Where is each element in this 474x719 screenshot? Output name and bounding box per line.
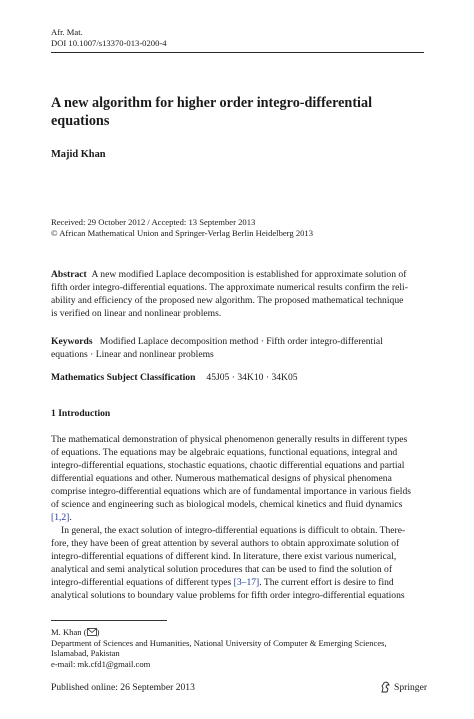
author-footnote: M. Khan ( ) Department of Sciences and Humanities, National University of Computer & Emerging Sciences, Islamabad, Pakistan e-mail: mk.cfd1@gmail.com xyxy=(51,627,387,669)
abstract-line: ability and efficiency of the proposed new algorithm. The proposed mathematical technique xyxy=(51,295,404,306)
abstract xyxy=(51,268,424,320)
body-line: integro-differential equations, stochastic equations, chaotic differential equations and partial xyxy=(51,460,405,471)
received-dates: Received: 29 October 2012 / Accepted: 13 September 2013 xyxy=(51,217,256,227)
section-heading: 1 Introduction xyxy=(51,408,111,419)
title-line: A new algorithm for higher order integro-differential xyxy=(51,95,373,111)
springer-horse-icon xyxy=(380,681,391,693)
keywords-label: Keywords xyxy=(51,336,93,347)
abstract-label: Abstract xyxy=(51,269,87,280)
body-line: differential equations and other. Numerous mathematical designs of physical phenomena xyxy=(51,473,392,484)
citation-link[interactable]: [1,2] xyxy=(51,512,70,523)
affiliation-line: Islamabad, Pakistan xyxy=(51,648,120,659)
body-line: comprise integro-differential equations which are of fundamental importance in various fields xyxy=(51,486,411,497)
keywords-line: Modified Laplace decomposition method · Fifth order integro-differential xyxy=(99,336,383,347)
publisher-name: Springer xyxy=(394,681,428,693)
email-line: e-mail: mk.cfd1@gmail.com xyxy=(51,658,151,669)
copyright-line: © African Mathematical Union and Springer-Verlag Berlin Heidelberg 2013 xyxy=(51,228,314,238)
msc-codes: 45J05 · 34K10 · 34K05 xyxy=(206,372,298,383)
msc-label: Mathematics Subject Classification xyxy=(51,372,196,383)
body-line: analytical solutions to boundary value problems for fifth order integro-differential equations xyxy=(51,590,405,601)
keywords-line: equations · Linear and nonlinear problems xyxy=(51,349,214,360)
title-line: equations xyxy=(51,113,110,129)
springer-logo xyxy=(380,681,427,693)
body-line: analytical and semi analytical solution procedures that can be used to find the solution of xyxy=(51,564,393,575)
body-line: integro-differential equations of different kind. In literature, there exist various numerical, xyxy=(51,551,397,562)
keywords xyxy=(51,335,424,361)
body-line: of equations. The equations may be algebraic equations, functional equations, integral and xyxy=(51,447,398,458)
citation-link[interactable]: [3–17] xyxy=(233,577,260,588)
affiliation-line: Department of Sciences and Humanities, National University of Computer & Emerging Sciences, xyxy=(51,637,387,648)
journal-name: Afr. Mat. xyxy=(51,27,83,37)
body-line: The mathematical demonstration of physical phenomenon generally results in different types xyxy=(51,434,408,445)
introduction-text: The mathematical demonstration of physical phenomenon generally results in different types of equations. The equations may be algebraic equations, functional equations, integral and integro-differential equations, stochastic equations, chaotic differential equations and partial differential equations and other. Numerous mathematical designs of physical phenomena comprise integro-differential equations which are of fundamental importance in various fields of science and engineering such as biological models, chemical kinetics and fluid dynamics [1,2]. In general, the exact solution of integro-differential equations is difficult to obtain. There- fore, they have been of great attention by several authors to obtain approximate solution of integro-differential equations of different kind. In literature, there exist various numerical, analytical and semi analytical solution procedures that can be used to find the solution of integro-differential equations of different types [3–17]. The current effort is desire to find analytical solutions to boundary value problems for fifth order integro-differential equations xyxy=(51,433,424,602)
body-line: In general, the exact solution of integro-differential equations is difficult to obtain. There- xyxy=(61,525,406,536)
header-rule xyxy=(51,52,424,53)
abstract-line: is verified on linear and nonlinear problems. xyxy=(51,308,222,319)
msc-classification xyxy=(51,372,298,383)
author-name: Majid Khan xyxy=(51,149,106,160)
article-title xyxy=(51,94,431,130)
doi-line: DOI 10.1007/s13370-013-0200-4 xyxy=(51,38,167,48)
footnote-rule xyxy=(51,620,167,621)
abstract-line: A new modified Laplace decomposition is established for approximate solution of xyxy=(91,269,407,280)
body-line: fore, they have been of great attention by several authors to obtain approximate solution of xyxy=(51,538,400,549)
body-line: of science and engineering such as biological models, chemical kinetics and fluid dynamics xyxy=(51,499,403,510)
published-online: Published online: 26 September 2013 xyxy=(51,682,195,693)
abstract-line: fifth order integro-differential equations. The approximate numerical results confirm the reli- xyxy=(51,282,408,293)
envelope-icon xyxy=(87,628,97,636)
